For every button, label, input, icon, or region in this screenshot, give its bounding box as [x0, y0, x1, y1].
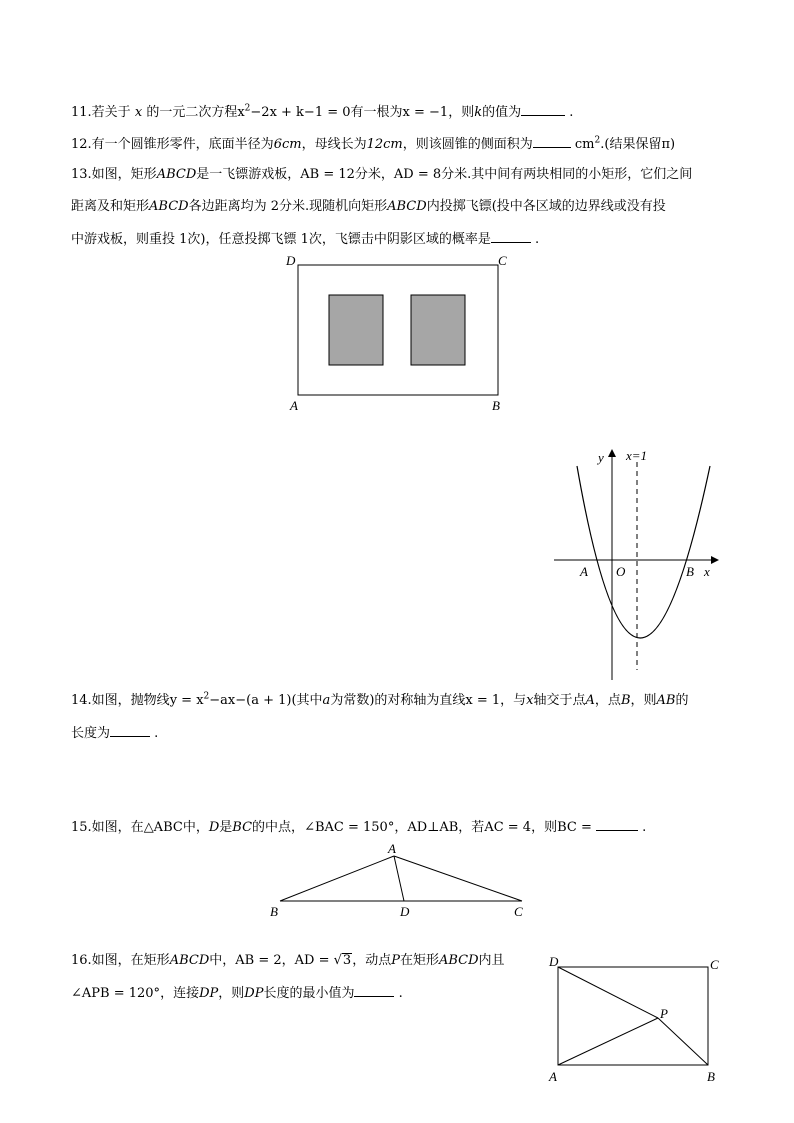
segment-BA	[280, 856, 394, 901]
label-B: B	[686, 564, 694, 579]
label-A: A	[388, 841, 396, 856]
label-A: A	[580, 564, 588, 579]
segment-AD	[394, 856, 404, 901]
question-16-line-1: 16.如图，在矩形ABCD中，AB = 2，AD = √3，动点P在矩形ABCD内且	[71, 953, 505, 968]
label-B: B	[270, 904, 278, 919]
answer-blank-15[interactable]	[596, 818, 638, 831]
segment-PB	[658, 1018, 708, 1065]
label-D: D	[286, 253, 296, 268]
answer-blank-16[interactable]	[354, 984, 394, 997]
rectangle-ABCD	[558, 967, 708, 1065]
label-y: y	[598, 450, 604, 465]
label-x: x	[704, 564, 710, 579]
figure-16-rectangle	[540, 950, 730, 1090]
figure-14-parabola	[550, 440, 730, 685]
shaded-rectangle-left	[329, 295, 383, 365]
label-C: C	[710, 957, 719, 972]
figure-13-dartboard	[280, 250, 520, 420]
question-15: 15.如图，在△ABC中，D是BC的中点，∠BAC = 150°，AD⊥AB，若AC = 4，则BC = .	[71, 820, 647, 835]
answer-blank-14[interactable]	[110, 724, 150, 737]
question-16-line-2: ∠APB = 120°，连接DP，则DP长度的最小值为 .	[71, 986, 403, 1001]
answer-blank-13[interactable]	[491, 230, 531, 243]
label-C: C	[498, 253, 507, 268]
answer-blank-11[interactable]	[521, 103, 565, 116]
segment-AP	[558, 1018, 658, 1065]
label-P: P	[660, 1006, 668, 1021]
question-14-line-1: 14.如图，抛物线$y = x^2-ax-(a + 1)$(其中a为常数)的对称轴为直线x = 1，与x轴交于点A，点B，则AB的	[71, 691, 689, 708]
question-13-line-3: 中游戏板，则重投 1次)，任意投掷飞镖 1次，飞镖击中阴影区域的概率是 .	[71, 232, 540, 247]
segment-DP	[558, 967, 658, 1018]
question-12: 12.有一个圆锥形零件，底面半径为6cm，母线长为12cm，则该圆锥的侧面积为 $cm^2$.(结果保留π)	[71, 135, 676, 152]
label-axis-x-equals-1: x=1	[626, 448, 648, 463]
label-A: A	[290, 398, 298, 413]
parabola-curve	[577, 466, 710, 638]
question-14-line-2: 长度为 .	[71, 726, 159, 741]
label-B: B	[707, 1069, 715, 1084]
label-B: B	[492, 398, 500, 413]
label-D: D	[400, 904, 410, 919]
figure-15-triangle	[262, 838, 542, 923]
answer-blank-12[interactable]	[533, 135, 571, 148]
question-13-line-1: 13.如图，矩形ABCD是一飞镖游戏板，AB = 12分米，AD = 8分米.其中间有两块相同的小矩形，它们之间	[71, 167, 693, 182]
label-O: O	[616, 564, 626, 579]
segment-AC	[394, 856, 522, 901]
label-D: D	[549, 954, 559, 969]
label-A: A	[549, 1069, 557, 1084]
label-C: C	[514, 904, 523, 919]
outer-rectangle	[298, 265, 498, 395]
question-13-line-2: 距离及和矩形ABCD各边距离均为 2分米.现随机向矩形ABCD内投掷飞镖(投中各区域的边界线或没有投	[71, 199, 666, 214]
shaded-rectangle-right	[411, 295, 465, 365]
question-11: 11.若关于 x 的一元二次方程$x^2-2x + k-1 = 0$有一根为x = −1，则k的值为 .	[71, 103, 574, 120]
